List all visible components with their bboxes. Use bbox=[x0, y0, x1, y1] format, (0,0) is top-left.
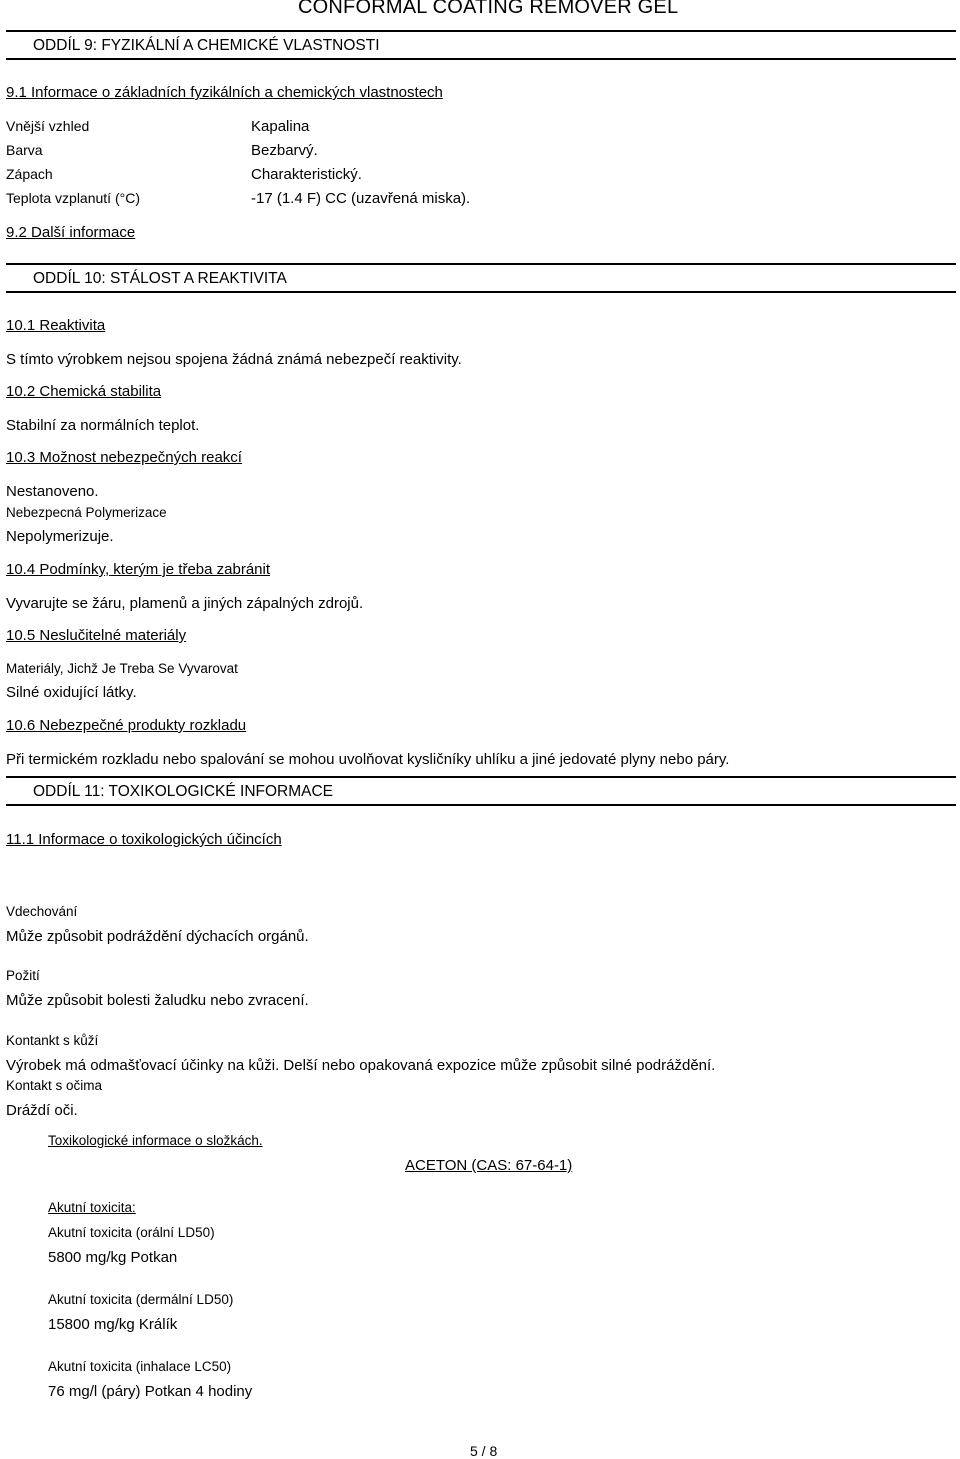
polymerization-label: Nebezpecná Polymerizace bbox=[6, 505, 167, 520]
reactivity-heading: 10.1 Reaktivita bbox=[6, 317, 106, 334]
subsection-9-1-heading: 9.1 Informace o základních fyzikálních a chemických vlastnostech bbox=[6, 84, 443, 101]
property-label: Teplota vzplanutí (°C) bbox=[6, 190, 140, 206]
dermal-ld50-value: 15800 mg/kg Králík bbox=[48, 1316, 178, 1333]
hazardous-reactions-heading: 10.3 Možnost nebezpečných reakcí bbox=[6, 449, 242, 466]
section-11-header bbox=[6, 776, 956, 806]
hazardous-reactions-text: Nestanoveno. bbox=[6, 483, 99, 500]
subsection-11-1-heading: 11.1 Informace o toxikologických účincích bbox=[6, 831, 282, 848]
incompatible-materials-text: Silné oxidující látky. bbox=[6, 684, 137, 701]
conditions-heading: 10.4 Podmínky, kterým je třeba zabránit bbox=[6, 561, 271, 578]
property-value: Kapalina bbox=[251, 118, 310, 135]
skin-contact-text: Výrobek má odmašťovací účinky na kůži. Delší nebo opakovaná expozice může způsobit silné podráždění. bbox=[6, 1057, 716, 1074]
subsection-9-2-heading: 9.2 Další informace bbox=[6, 224, 136, 241]
section-10-header bbox=[6, 263, 956, 293]
decomposition-heading: 10.6 Nebezpečné produkty rozkladu bbox=[6, 717, 247, 734]
property-value: Charakteristický. bbox=[251, 166, 362, 183]
property-label: Barva bbox=[6, 142, 43, 158]
property-value: -17 (1.4 F) CC (uzavřená miska). bbox=[251, 190, 471, 207]
property-value: Bezbarvý. bbox=[251, 142, 318, 159]
property-label: Zápach bbox=[6, 166, 53, 182]
property-label: Vnější vzhled bbox=[6, 118, 90, 134]
eye-contact-label: Kontakt s očima bbox=[6, 1078, 103, 1093]
component-name: ACETON (CAS: 67-64-1) bbox=[405, 1157, 573, 1174]
stability-text: Stabilní za normálních teplot. bbox=[6, 417, 200, 434]
eye-contact-text: Dráždí oči. bbox=[6, 1102, 78, 1119]
acute-toxicity-heading: Akutní toxicita: bbox=[48, 1200, 136, 1215]
inhalation-lc50-value: 76 mg/l (páry) Potkan 4 hodiny bbox=[48, 1383, 253, 1400]
ingestion-text: Může způsobit bolesti žaludku nebo zvracení. bbox=[6, 992, 309, 1009]
incompatible-materials-heading: 10.5 Neslučitelné materiály bbox=[6, 627, 187, 644]
decomposition-text: Při termickém rozkladu nebo spalování se mohou uvolňovat kysličníky uhlíku a jiné jedovaté plyny nebo páry. bbox=[6, 751, 730, 768]
skin-contact-label: Kontankt s kůží bbox=[6, 1033, 99, 1048]
oral-ld50-value: 5800 mg/kg Potkan bbox=[48, 1249, 178, 1266]
stability-heading: 10.2 Chemická stabilita bbox=[6, 383, 162, 400]
ingestion-label: Požití bbox=[6, 968, 40, 983]
section-11-title: ODDÍL 11: TOXIKOLOGICKÉ INFORMACE bbox=[33, 783, 334, 800]
oral-ld50-label: Akutní toxicita (orální LD50) bbox=[48, 1225, 215, 1240]
section-10-title: ODDÍL 10: STÁLOST A REAKTIVITA bbox=[33, 270, 287, 287]
polymerization-text: Nepolymerizuje. bbox=[6, 528, 114, 545]
reactivity-text: S tímto výrobkem nejsou spojena žádná známá nebezpečí reaktivity. bbox=[6, 351, 462, 368]
component-toxicology-heading: Toxikologické informace o složkách. bbox=[48, 1133, 263, 1148]
section-9-header bbox=[6, 30, 956, 60]
document-title: CONFORMAL COATING REMOVER GEL bbox=[298, 0, 679, 18]
dermal-ld50-label: Akutní toxicita (dermální LD50) bbox=[48, 1292, 234, 1307]
inhalation-label: Vdechování bbox=[6, 904, 78, 919]
page-number: 5 / 8 bbox=[470, 1443, 498, 1459]
inhalation-text: Může způsobit podráždění dýchacích orgánů. bbox=[6, 928, 309, 945]
inhalation-lc50-label: Akutní toxicita (inhalace LC50) bbox=[48, 1359, 232, 1374]
section-9-title: ODDÍL 9: FYZIKÁLNÍ A CHEMICKÉ VLASTNOSTI bbox=[33, 37, 380, 54]
conditions-text: Vyvarujte se žáru, plamenů a jiných zápalných zdrojů. bbox=[6, 595, 364, 612]
incompatible-materials-label: Materiály, Jichž Je Treba Se Vyvarovat bbox=[6, 661, 238, 676]
